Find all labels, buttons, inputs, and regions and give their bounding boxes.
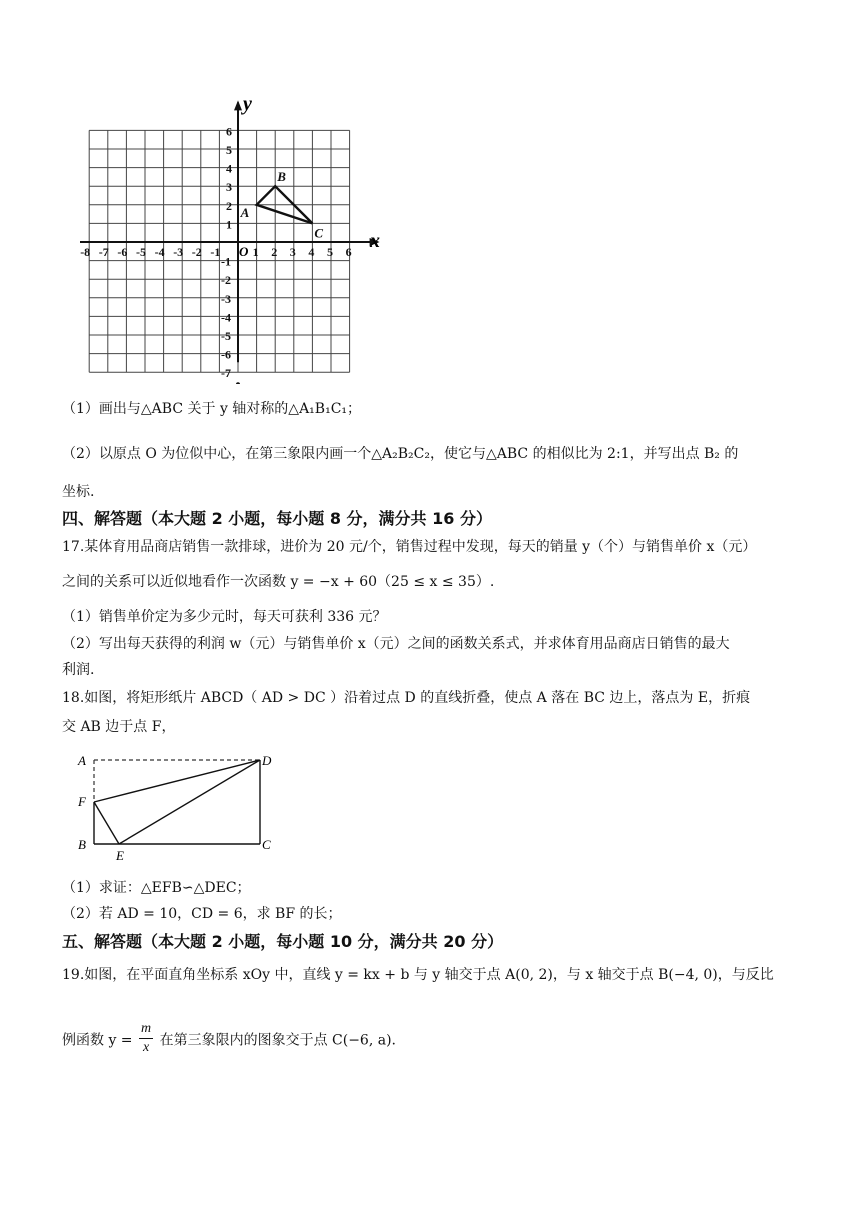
label-b: B	[78, 837, 86, 852]
q16-part2-line2: 坐标.	[62, 484, 95, 500]
tick-labels	[80, 124, 351, 380]
q18-line2: 交 AB 边于点 F，	[62, 719, 176, 735]
label-d: D	[262, 753, 272, 768]
crease-fd	[94, 760, 260, 802]
x-tick-label: -3	[173, 245, 184, 259]
x-tick-label: 2	[271, 245, 278, 259]
rectangle-fold-figure	[70, 745, 290, 865]
q16-part1: （1）画出与△ABC 关于 y 轴对称的△A₁B₁C₁；	[62, 401, 362, 417]
x-tick-label: 4	[308, 245, 315, 259]
x-tick-label: -1	[210, 245, 221, 259]
y-tick-label: -6	[221, 347, 231, 362]
y-axis-label: y	[243, 93, 252, 115]
x-tick-label: -8	[80, 245, 91, 259]
q17-part2-line1: （2）写出每天获得的利润 w（元）与销售单价 x（元）之间的函数关系式，并求体育用品商店日销售的最大	[62, 636, 730, 652]
label-c: C	[262, 837, 271, 852]
y-tick-label: 3	[226, 180, 232, 195]
vertex-label-a: A	[240, 204, 250, 220]
y-tick-label: -5	[221, 329, 231, 343]
x-tick-label: 3	[289, 245, 296, 259]
q18-part2: （2）若 AD = 10，CD = 6，求 BF 的长；	[62, 906, 342, 922]
fraction-denominator: x	[142, 1040, 150, 1055]
y-tick-label: -2	[221, 273, 231, 288]
q17-part1: （1）销售单价定为多少元时，每天可获利 336 元？	[62, 609, 387, 625]
vertex-label-b: B	[277, 169, 286, 185]
y-tick-label: 5	[226, 143, 232, 157]
coordinate-grid-figure	[80, 92, 400, 384]
y-tick-label: 6	[226, 124, 232, 139]
y-tick-label: 2	[226, 198, 232, 213]
q19-line2-suffix: 在第三象限内的图象交于点 C(−6, a).	[159, 1032, 396, 1049]
y-tick-label: 1	[226, 217, 232, 232]
y-tick-label: -3	[221, 291, 231, 306]
y-tick-label: -1	[221, 254, 231, 269]
fraction-numerator: m	[139, 1020, 153, 1039]
q16-part2-line1: （2）以原点 O 为位似中心，在第三象限内画一个△A₂B₂C₂，使它与△ABC 的相似比为 2:1，并写出点 B₂ 的	[62, 446, 739, 462]
x-tick-label: -4	[154, 245, 165, 259]
x-tick-label: -7	[98, 245, 109, 259]
q17-part2-line2: 利润.	[62, 662, 95, 678]
origin-label: O	[239, 244, 249, 259]
section4-heading: 四、解答题（本大题 2 小题，每小题 8 分，满分共 16 分）	[62, 509, 492, 528]
label-e: E	[116, 848, 124, 863]
q17-line2: 之间的关系可以近似地看作一次函数 y = −x + 60（25 ≤ x ≤ 35）.	[62, 574, 495, 590]
q17-line1: 17.某体育用品商店销售一款排球，进价为 20 元/个，销售过程中发现，每天的销量 y（个）与销售单价 x（元）	[62, 539, 757, 555]
segment-fe	[94, 802, 119, 844]
label-a: A	[78, 753, 86, 768]
x-tick-label: 6	[345, 245, 352, 259]
q19-line1: 19.如图，在平面直角坐标系 xOy 中，直线 y = kx + b 与 y 轴交于点 A(0, 2)，与 x 轴交于点 B(−4, 0)，与反比	[62, 967, 774, 983]
x-axis-label: x	[370, 230, 380, 252]
q18-line1: 18.如图，将矩形纸片 ABCD（ AD > DC ）沿着过点 D 的直线折叠，使点 A 落在 BC 边上，落点为 E，折痕	[62, 690, 751, 706]
q19-line2-prefix: 例函数 y =	[62, 1032, 133, 1049]
y-tick-label: -7	[221, 366, 231, 381]
x-tick-label: -6	[117, 245, 128, 259]
fraction-m-over-x	[139, 1020, 153, 1057]
y-tick-label: 4	[226, 161, 232, 176]
x-tick-label: 5	[327, 245, 333, 259]
vertex-label-c: C	[314, 225, 324, 241]
x-tick-label: -2	[191, 245, 202, 259]
q18-part1: （1）求证：△EFB∽△DEC；	[62, 880, 251, 896]
y-axis-arrow	[234, 100, 242, 110]
label-f: F	[78, 794, 86, 809]
q19-line2	[62, 1022, 396, 1059]
x-tick-label: -5	[136, 245, 146, 259]
section5-heading: 五、解答题（本大题 2 小题，每小题 10 分，满分共 20 分）	[62, 932, 504, 951]
x-tick-label: 1	[252, 245, 259, 259]
y-axis-end-dot	[236, 382, 240, 384]
y-tick-label: -4	[221, 310, 231, 325]
segment-ed	[119, 760, 260, 844]
